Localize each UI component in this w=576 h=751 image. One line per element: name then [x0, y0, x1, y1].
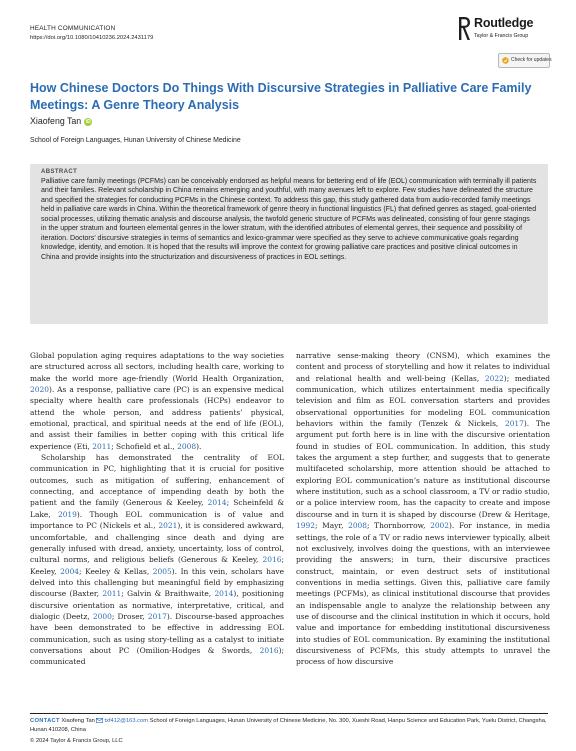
orcid-icon[interactable]: iD: [85, 119, 91, 125]
author-name[interactable]: Xiaofeng Tan: [30, 116, 82, 126]
citation-link[interactable]: 2004: [60, 566, 80, 576]
body-text: Scholarship has demonstrated the centrality of EOL communication in PC, highlighting that it is crucial for positive outcomes, such as mitigation of suffering, enhancement of connecting, and acceptance of impending death by both the patient and the family (Generous & Keeley,: [30, 453, 284, 508]
body-text: ; Keeley,: [30, 555, 284, 576]
body-paragraph: [30, 350, 284, 452]
contact-footnote: [30, 717, 550, 735]
body-text: ; Schofield et al.,: [111, 441, 178, 451]
journal-name: HEALTH COMMUNICATION: [30, 25, 116, 32]
body-text: ). In this vein, scholars have delved into this challenging but meaningful field by emphasizing discourse (Baxter,: [30, 566, 284, 599]
body-text: ; Droser,: [111, 611, 148, 621]
body-text: ), it is considered awkward, uncomfortable, and challenging since death and dying are generally infused with dread, anxiety, uncertainty, loss of control, cultural norms, and religious beliefs (Generous & Keeley,: [30, 521, 284, 565]
body-text: ; Galvin & Braithwaite,: [121, 589, 215, 599]
author-line: [30, 116, 92, 126]
body-column-left: [30, 350, 284, 668]
citation-link[interactable]: 2016: [259, 645, 279, 655]
publisher-name: Routledge: [474, 16, 534, 30]
body-text: ); mediated communication, which utilizes entertainment media specifically television and film as EOL conversation starters and provides observational opportunities for modeling EOL communication behaviors within the family (Tenzek & Nickels,: [296, 373, 551, 429]
publisher-group: Taylor & Francis Group: [474, 33, 529, 39]
routledge-r-icon: [458, 15, 471, 41]
citation-link[interactable]: 2000: [92, 611, 112, 621]
citation-link[interactable]: 2021: [158, 521, 178, 531]
contact-name: Xiaofeng Tan: [59, 718, 97, 724]
body-text: narrative sense-making theory (CNSM), which examines the content and process of storytelling and how it relates to individual and relational health and well-being (Kellas,: [296, 351, 550, 383]
author-affiliation: School of Foreign Languages, Hunan University of Chinese Medicine: [30, 137, 241, 144]
body-column-right: [296, 350, 550, 668]
citation-link[interactable]: 2014: [214, 589, 234, 599]
citation-link[interactable]: 2020: [30, 385, 49, 395]
body-text: ). The argument put forth here is in line with the discursive orientation found in studies of EOL communication. In addition, this study takes the argument a step further, and suggests that to generate multifaceted scholarship, more attention should be attached to exploring EOL communication’s nature as institutional discourse where institution, such as a school classroom, a TV or radio studio, or a police interview room, has the capacity to create and impose discourse and in turn it is shaped by discourse (Drew & Heritage,: [296, 419, 550, 519]
check-circle-icon: [502, 57, 509, 64]
footer-divider: [30, 713, 548, 714]
body-text: ). Discourse-based approaches have been demonstrated to be effective in addressing EOL communication, such as using story-telling as a catalyst to initiate conversations about PC (Omilion-Hodges & Swords,: [30, 611, 284, 655]
abstract-heading: ABSTRACT: [41, 169, 78, 175]
citation-link[interactable]: 2005: [152, 566, 172, 576]
check-for-updates-button[interactable]: [498, 53, 550, 68]
citation-link[interactable]: 2016: [262, 555, 282, 565]
doi-link[interactable]: https://doi.org/10.1080/10410236.2024.2431179: [30, 35, 154, 41]
citation-link[interactable]: 2002: [430, 521, 450, 531]
contact-email-link[interactable]: txf412@163.com: [104, 718, 149, 724]
article-title: How Chinese Doctors Do Things With Discursive Strategies in Palliative Care Family Meetings: A Genre Theory Analysis: [30, 81, 532, 112]
body-paragraph: [30, 452, 284, 668]
abstract-text: Palliative care family meetings (PCFMs) can be conceivably endorsed as helpful means for bettering end of life (EOL) communication with terminally ill patients and their families. Relevant scholarship in China remains emerging and youthful, with many avenues left to explore. Few studies have delineated the structure and specified the strategies for conducting PCFMs in the Chinese context. To address this gap, this study gathered data from audio-recorded family meetings held in palliative care wards in China. Within the theoretical framework of genre theory in functional linguistics (FL) that defined genres as staged, goal-oriented social processes, utilizing thematic analysis and discourse analysis, the twofold generic structure of PCFMs was delineated, consisting of four genre stagings in the upper stratum and fourteen elemental genres in the lower stratum, with the identified attributes of elemental genres, their sequence and possibility of iteration. Doctors’ discursive strategies in terms of semantics and lexico-grammar were specified as they serve to achieve communicative goals regarding knowledge, identity, and emotion. It is hoped that the results will improve the context for growing palliative care practices and positive clinical outcomes in China and provide insights into the structurization and discursiveness of practices in EOL settings.: [41, 178, 537, 261]
citation-link[interactable]: 2017: [147, 611, 167, 621]
citation-link[interactable]: 2019: [57, 509, 77, 519]
citation-link[interactable]: 2017: [504, 419, 524, 429]
body-text: Global population aging requires adaptations to the way societies are structured across all sectors, including health care, working to make the world more age-friendly (World Health Organization,: [30, 351, 284, 383]
publisher-logo[interactable]: [458, 14, 554, 44]
citation-link[interactable]: 2022: [484, 373, 504, 383]
body-text: ; Keeley & Kellas,: [79, 566, 153, 576]
contact-label: CONTACT: [30, 718, 60, 724]
body-text: ), positioning discursive orientation as normative, interpretative, critical, and dialogic (Deetz,: [30, 589, 284, 621]
body-text: ).: [196, 441, 202, 451]
body-text: ). For instance, in media settings, the role of a TV or radio news interviewer typically, albeit not exclusively, involves doing the questions, with an interviewee providing the answers; in turn, their discursive practices construct, maintain, or even destruct sets of institutional conventions in media settings. Given this, palliative care family meetings (PCFMs), as clinical institutional discourse that provides an indispensable angle to analyze the relationship between any use of discourse and the clinical institution in which it occurs, hold value and importance for embedding institutional discursiveness into studies of EOL communication. By examining the institutional discursiveness of PCFMs, this study attempts to unravel the process of how discursive: [296, 521, 550, 667]
body-text: ; Mayr,: [314, 521, 349, 531]
copyright-notice: © 2024 Taylor & Francis Group, LLC: [30, 738, 123, 744]
citation-link[interactable]: 2011: [102, 589, 122, 599]
citation-link[interactable]: 2011: [92, 441, 112, 451]
citation-link[interactable]: 2008: [177, 441, 197, 451]
citation-link[interactable]: 1992: [296, 521, 315, 531]
citation-link[interactable]: 2008: [348, 521, 368, 531]
body-text: ); communicated: [30, 645, 284, 667]
check-for-updates-label: Check for updates: [511, 57, 552, 64]
body-text: ; Thornborrow,: [367, 521, 431, 531]
citation-link[interactable]: 2014: [207, 498, 227, 508]
contact-address: School of Foreign Languages, Hunan University of Chinese Medicine, No. 300, Xueshi Road, Hanpu Science and Education Park, Yuelu District, Changsha, Hunan 410208, China: [30, 718, 547, 733]
envelope-icon: [96, 718, 103, 723]
body-text: ). As a response, palliative care (PC) is an expensive medical specialty where health care professionals (HCPs) endeavor to attend the whole person, and address patients’ physical, emotional, practical, and spiritual needs at the end of life (EOL), and assist their families in better coping with this critical life experience (Eti,: [30, 385, 284, 451]
body-paragraph: [296, 350, 550, 668]
body-text: ). Though EOL communication is of value and importance to PC (Nickels et al.,: [30, 509, 284, 531]
body-text: ; Scheinfeld & Lake,: [30, 498, 284, 519]
